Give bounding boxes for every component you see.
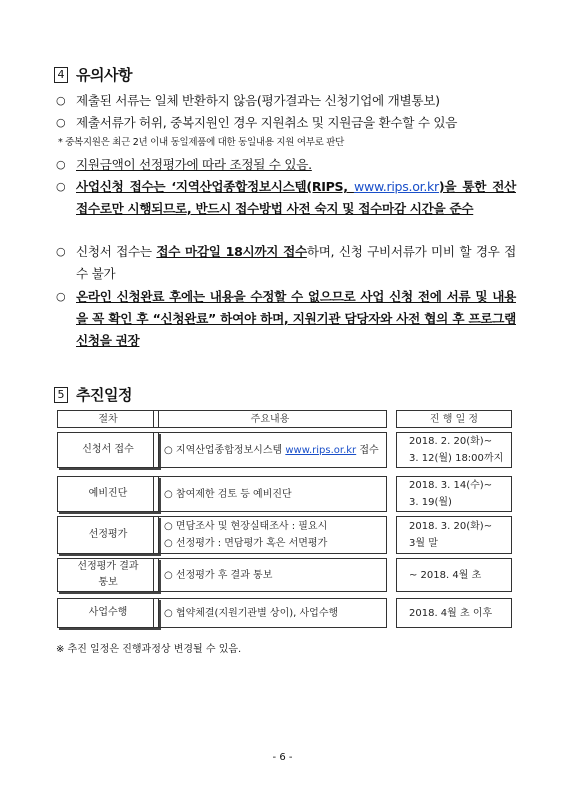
section-4-title: 유의사항	[76, 66, 132, 84]
schedule-row-4-date: ~ 2018. 4월 초	[396, 558, 512, 592]
schedule-row-5-step: 사업수행	[57, 598, 159, 628]
section-5-title: 추진일정	[76, 386, 132, 404]
section-4-number: 4	[54, 67, 68, 83]
rips-link-table[interactable]: www.rips.or.kr	[285, 444, 357, 456]
bullet-circle-icon: ○	[56, 245, 66, 258]
page-number: - 6 -	[272, 752, 293, 763]
rips-link[interactable]: www.rips.or.kr	[353, 179, 439, 194]
schedule-row-2-date: 2018. 3. 14(수)~ 3. 19(월)	[396, 476, 512, 512]
schedule-row-3-content: ○ 면담조사 및 현장실태조사 : 필요시 ○ 선정평가 : 면담평가 혹은 서면평가	[153, 516, 387, 554]
bullet-circle-icon: ○	[56, 94, 66, 107]
bullet-circle-icon: ○	[56, 180, 66, 193]
notice-note: * 중복지원은 최근 2년 이내 동일제품에 대한 동일내용 지원 여부로 판단	[58, 137, 344, 148]
schedule-row-5-content: ○ 협약체결(지원기관별 상이), 사업수행	[153, 598, 387, 628]
notice-item-1: ○ 제출된 서류는 일체 반환하지 않음(평가결과는 신청기업에 개별통보)	[56, 90, 516, 112]
schedule-row-3-step: 선정평가	[57, 516, 159, 554]
schedule-row-2-content: ○ 참여제한 검토 등 예비진단	[153, 476, 387, 512]
schedule-header-date: 진 행 일 정	[396, 410, 512, 428]
notice-item-6: ○ 온라인 신청완료 후에는 내용을 수정할 수 없으므로 사업 신청 전에 서류 및 내용을 꼭 확인 후 “신청완료” 하여야 하며, 지원기관 담당자와 사전 협의 후 프로그램 신청을 권장	[56, 286, 516, 352]
schedule-row-4-content: ○ 선정평가 후 결과 통보	[153, 558, 387, 592]
schedule-row-1-date: 2018. 2. 20(화)~ 3. 12(월) 18:00까지	[396, 432, 512, 468]
notice-item-5: ○ 신청서 접수는 접수 마감일 18시까지 접수하며, 신청 구비서류가 미비 할 경우 접수 불가	[56, 241, 516, 285]
schedule-footnote: ※ 추진 일정은 진행과정상 변경될 수 있음.	[56, 644, 242, 655]
section-4-heading	[54, 64, 132, 85]
bullet-circle-icon: ○	[56, 290, 66, 303]
schedule-row-2-step: 예비진단	[57, 476, 159, 512]
section-5-heading	[54, 384, 132, 405]
schedule-header-step: 절차	[57, 410, 159, 428]
schedule-header-content: 주요내용	[153, 410, 387, 428]
schedule-row-1-content: ○ 지역산업종합정보시스템 www.rips.or.kr 접수	[153, 432, 387, 468]
notice-item-2: ○ 제출서류가 허위, 중복지원인 경우 지원취소 및 지원금을 환수할 수 있음	[56, 112, 516, 134]
notice-item-3: ○ 지원금액이 선정평가에 따라 조정될 수 있음.	[56, 154, 516, 176]
schedule-row-5-date: 2018. 4월 초 이후	[396, 598, 512, 628]
schedule-row-3-date: 2018. 3. 20(화)~ 3월 말	[396, 516, 512, 554]
notice-item-4: ○ 사업신청 접수는 ‘지역산업종합정보시스템(RIPS, www.rips.or.kr)을 통한 전산접수로만 시행되므로, 반드시 접수방법 사전 숙지 및 접수마감 시간을 준수	[56, 176, 516, 220]
section-5-number: 5	[54, 387, 68, 403]
schedule-row-1-step: 신청서 접수	[57, 432, 159, 468]
bullet-circle-icon: ○	[56, 158, 66, 171]
bullet-circle-icon: ○	[56, 116, 66, 129]
schedule-row-4-step: 선정평가 결과 통보	[57, 558, 159, 592]
